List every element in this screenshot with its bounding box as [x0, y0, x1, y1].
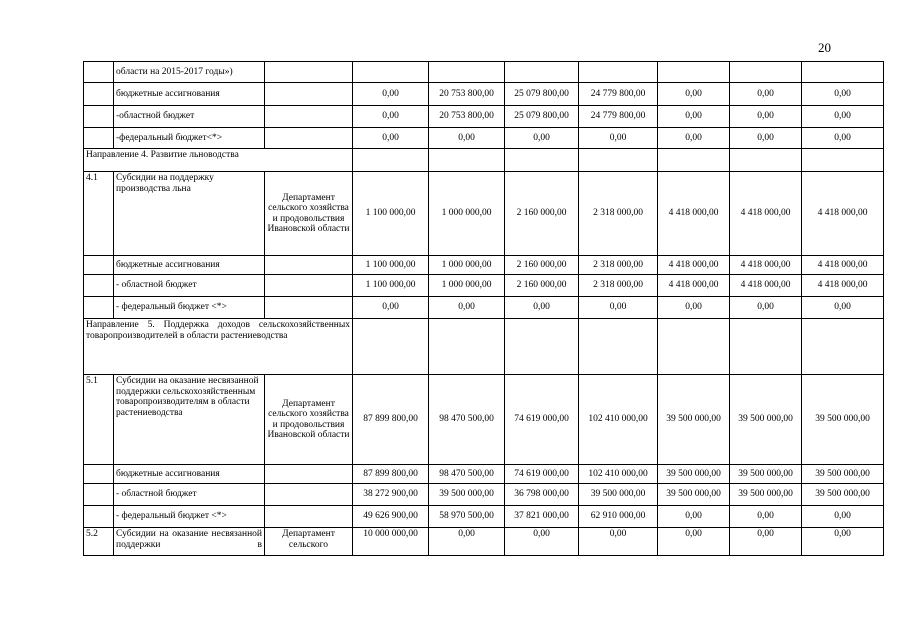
page-number: 20	[818, 40, 831, 55]
table-row	[84, 149, 884, 172]
item-label: Субсидии на поддержку производства льна	[114, 172, 265, 256]
value-cell: 2 160 000,00	[505, 256, 579, 275]
responsible-department	[265, 484, 353, 506]
value-cell: 0,00	[429, 128, 505, 149]
value-cell: 1 100 000,00	[353, 256, 429, 275]
value-cell: 4 418 000,00	[730, 172, 802, 256]
item-label: области на 2015-2017 годы»)	[114, 62, 265, 83]
value-cell: 2 318 000,00	[579, 256, 658, 275]
value-cell: 1 100 000,00	[353, 275, 429, 297]
value-cell: 4 418 000,00	[658, 172, 730, 256]
value-cell: 62 910 000,00	[579, 506, 658, 528]
table-row	[84, 106, 884, 128]
value-cell	[658, 62, 730, 83]
value-cell: 4 418 000,00	[730, 275, 802, 297]
value-cell: 0,00	[802, 528, 884, 556]
value-cell: 20 753 800,00	[429, 83, 505, 106]
item-number	[84, 62, 114, 83]
value-cell: 0,00	[802, 128, 884, 149]
value-cell: 39 500 000,00	[429, 484, 505, 506]
item-number	[84, 484, 114, 506]
value-cell: 1 000 000,00	[429, 256, 505, 275]
item-number	[84, 256, 114, 275]
value-cell	[730, 149, 802, 172]
item-label: бюджетные ассигнования	[114, 83, 265, 106]
value-cell: 2 160 000,00	[505, 172, 579, 256]
value-cell: 87 899 800,00	[353, 375, 429, 465]
value-cell: 39 500 000,00	[658, 465, 730, 484]
value-cell: 102 410 000,00	[579, 375, 658, 465]
direction-heading: Направление 5. Поддержка доходов сельскохозяйственных товаропроизводителей в области растениеводства	[84, 319, 353, 375]
value-cell: 0,00	[802, 83, 884, 106]
item-number: 5.2	[84, 528, 114, 556]
item-number	[84, 128, 114, 149]
value-cell: 25 079 800,00	[505, 83, 579, 106]
value-cell	[579, 149, 658, 172]
value-cell: 25 079 800,00	[505, 106, 579, 128]
value-cell: 0,00	[505, 297, 579, 319]
value-cell	[429, 149, 505, 172]
value-cell: 24 779 800,00	[579, 83, 658, 106]
value-cell	[353, 149, 429, 172]
responsible-department: Департамент сельского	[265, 528, 353, 556]
item-label: - областной бюджет	[114, 484, 265, 506]
direction-heading: Направление 4. Развитие льноводства	[84, 149, 353, 172]
value-cell: 0,00	[579, 128, 658, 149]
value-cell: 102 410 000,00	[579, 465, 658, 484]
item-label: -федеральный бюджет<*>	[114, 128, 265, 149]
table-row	[84, 375, 884, 465]
value-cell: 1 100 000,00	[353, 172, 429, 256]
value-cell: 39 500 000,00	[658, 484, 730, 506]
value-cell: 0,00	[658, 297, 730, 319]
value-cell: 4 418 000,00	[802, 256, 884, 275]
item-number	[84, 106, 114, 128]
value-cell: 0,00	[802, 297, 884, 319]
value-cell: 0,00	[730, 83, 802, 106]
responsible-department	[265, 297, 353, 319]
value-cell: 87 899 800,00	[353, 465, 429, 484]
value-cell: 2 318 000,00	[579, 275, 658, 297]
value-cell: 39 500 000,00	[802, 484, 884, 506]
value-cell: 0,00	[429, 528, 505, 556]
responsible-department	[265, 128, 353, 149]
value-cell: 39 500 000,00	[730, 375, 802, 465]
value-cell: 0,00	[658, 128, 730, 149]
value-cell: 39 500 000,00	[730, 484, 802, 506]
value-cell: 0,00	[353, 297, 429, 319]
value-cell: 74 619 000,00	[505, 465, 579, 484]
value-cell: 4 418 000,00	[658, 256, 730, 275]
value-cell: 2 318 000,00	[579, 172, 658, 256]
value-cell: 0,00	[730, 528, 802, 556]
value-cell: 2 160 000,00	[505, 275, 579, 297]
responsible-department	[265, 275, 353, 297]
table-row	[84, 319, 884, 375]
value-cell: 10 000 000,00	[353, 528, 429, 556]
value-cell	[730, 319, 802, 375]
value-cell: 0,00	[579, 297, 658, 319]
value-cell: 0,00	[505, 528, 579, 556]
value-cell: 0,00	[730, 106, 802, 128]
table-row	[84, 465, 884, 484]
table-row	[84, 62, 884, 83]
value-cell: 0,00	[658, 528, 730, 556]
value-cell	[505, 319, 579, 375]
item-number	[84, 275, 114, 297]
item-label: бюджетные ассигнования	[114, 465, 265, 484]
value-cell: 0,00	[429, 297, 505, 319]
table-row	[84, 528, 884, 556]
value-cell: 24 779 800,00	[579, 106, 658, 128]
value-cell	[353, 319, 429, 375]
value-cell: 0,00	[730, 297, 802, 319]
table-row	[84, 128, 884, 149]
value-cell: 39 500 000,00	[802, 465, 884, 484]
item-label: -областной бюджет	[114, 106, 265, 128]
value-cell: 4 418 000,00	[802, 172, 884, 256]
item-number	[84, 297, 114, 319]
value-cell: 39 500 000,00	[802, 375, 884, 465]
value-cell	[353, 62, 429, 83]
value-cell: 0,00	[802, 106, 884, 128]
item-number	[84, 465, 114, 484]
value-cell	[505, 62, 579, 83]
value-cell	[802, 149, 884, 172]
table-row	[84, 83, 884, 106]
value-cell: 39 500 000,00	[579, 484, 658, 506]
value-cell	[658, 149, 730, 172]
item-label: - областной бюджет	[114, 275, 265, 297]
value-cell: 0,00	[802, 506, 884, 528]
value-cell: 0,00	[658, 506, 730, 528]
responsible-department	[265, 62, 353, 83]
value-cell: 0,00	[353, 128, 429, 149]
item-number: 4.1	[84, 172, 114, 256]
responsible-department	[265, 256, 353, 275]
value-cell: 36 798 000,00	[505, 484, 579, 506]
responsible-department: Департамент сельского хозяйства и продовольствия Ивановской области	[265, 375, 353, 465]
item-label: - федеральный бюджет <*>	[114, 297, 265, 319]
item-number	[84, 506, 114, 528]
value-cell	[429, 319, 505, 375]
item-number	[84, 83, 114, 106]
responsible-department: Департамент сельского хозяйства и продовольствия Ивановской области	[265, 172, 353, 256]
value-cell: 0,00	[658, 106, 730, 128]
value-cell: 0,00	[353, 83, 429, 106]
table-body	[84, 62, 884, 556]
value-cell: 98 470 500,00	[429, 465, 505, 484]
value-cell: 1 000 000,00	[429, 275, 505, 297]
item-label: Субсидии на оказание несвязанной поддержки в	[114, 528, 265, 556]
value-cell: 49 626 900,00	[353, 506, 429, 528]
value-cell	[579, 62, 658, 83]
value-cell: 38 272 900,00	[353, 484, 429, 506]
table-row	[84, 172, 884, 256]
item-label: Субсидии на оказание несвязанной поддержки сельскохозяйственным товаропроизводителям в области растениеводства	[114, 375, 265, 465]
table-row	[84, 506, 884, 528]
responsible-department	[265, 106, 353, 128]
value-cell: 20 753 800,00	[429, 106, 505, 128]
responsible-department	[265, 506, 353, 528]
value-cell: 39 500 000,00	[658, 375, 730, 465]
value-cell: 4 418 000,00	[658, 275, 730, 297]
value-cell: 98 470 500,00	[429, 375, 505, 465]
responsible-department	[265, 465, 353, 484]
value-cell: 4 418 000,00	[802, 275, 884, 297]
item-label: бюджетные ассигнования	[114, 256, 265, 275]
table-row	[84, 256, 884, 275]
value-cell: 1 000 000,00	[429, 172, 505, 256]
value-cell: 4 418 000,00	[730, 256, 802, 275]
value-cell	[730, 62, 802, 83]
value-cell: 0,00	[353, 106, 429, 128]
value-cell: 37 821 000,00	[505, 506, 579, 528]
value-cell: 0,00	[730, 506, 802, 528]
value-cell: 58 970 500,00	[429, 506, 505, 528]
value-cell: 39 500 000,00	[730, 465, 802, 484]
table-row	[84, 484, 884, 506]
item-number: 5.1	[84, 375, 114, 465]
value-cell: 0,00	[730, 128, 802, 149]
budget-table	[83, 61, 884, 556]
item-label: - федеральный бюджет <*>	[114, 506, 265, 528]
value-cell: 0,00	[579, 528, 658, 556]
value-cell: 0,00	[658, 83, 730, 106]
value-cell	[802, 62, 884, 83]
value-cell: 0,00	[505, 128, 579, 149]
value-cell	[658, 319, 730, 375]
responsible-department	[265, 83, 353, 106]
value-cell	[429, 62, 505, 83]
value-cell: 74 619 000,00	[505, 375, 579, 465]
table-row	[84, 297, 884, 319]
table-row	[84, 275, 884, 297]
value-cell	[802, 319, 884, 375]
value-cell	[505, 149, 579, 172]
value-cell	[579, 319, 658, 375]
